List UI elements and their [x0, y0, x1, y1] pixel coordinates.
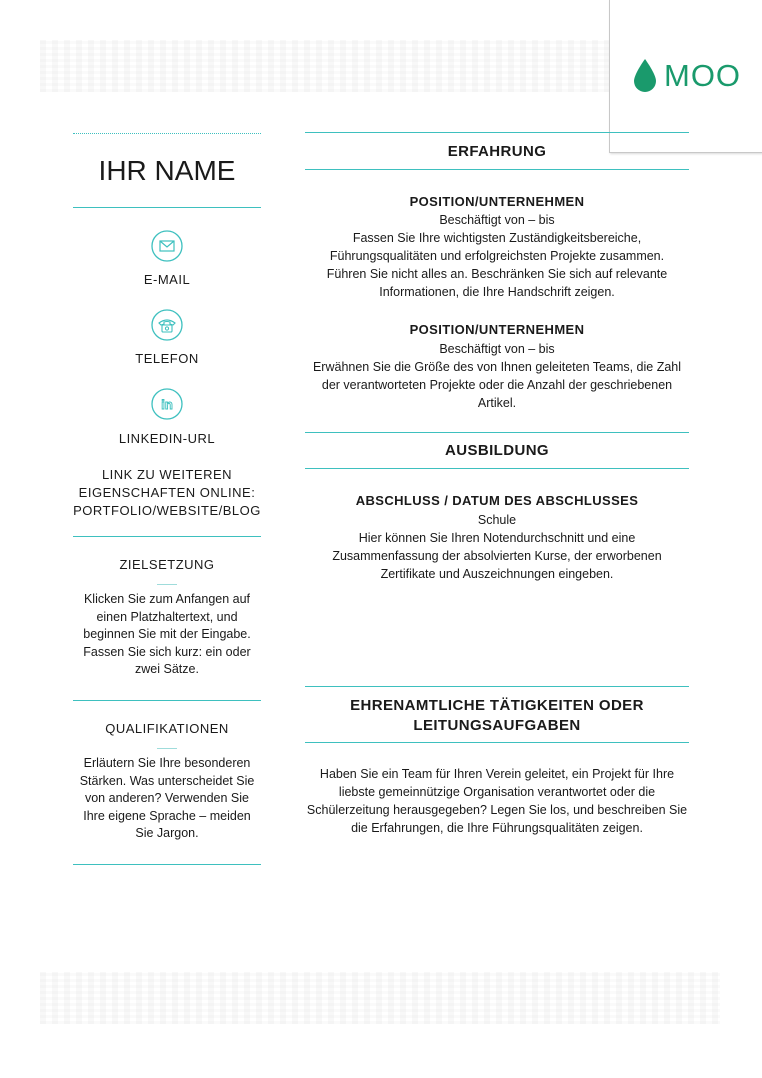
education-text: Hier können Sie Ihren Notendurchschnitt und eine Zusammenfassung der absolvierten Kurse, der erworbenen Zertifikate und Auszeichnungen eingeben.	[332, 531, 662, 581]
qualifications-text: Erläutern Sie Ihre besonderen Stärken. Was unterscheidet Sie von anderen? Verwenden Sie Ihre eigene Sprache – meiden Sie Jargon.	[79, 756, 255, 840]
email-icon	[151, 230, 183, 262]
linkedin-icon	[151, 388, 183, 420]
objective-text: Klicken Sie zum Anfangen auf einen Platzhaltertext, und beginnen Sie mit der Eingabe. Fassen Sie sich kurz: ein oder zwei Sätze.	[83, 592, 251, 676]
qualifications-underline	[157, 748, 177, 749]
education-heading: ABSCHLUSS / DATUM DES ABSCHLUSSES	[355, 493, 639, 508]
email-label: E-MAIL	[143, 272, 191, 287]
logo-text: MOO	[664, 58, 742, 93]
experience-2-dates: Beschäftigt von – bis	[439, 342, 555, 356]
drop-icon	[632, 58, 658, 94]
svg-text:in: in	[161, 397, 173, 412]
sidebar-divider	[73, 700, 261, 701]
experience-title: ERFAHRUNG	[447, 143, 547, 160]
qualifications-title: QUALIFIKATIONEN	[105, 721, 229, 736]
experience-1-text: Fassen Sie Ihre wichtigsten Zuständigkeitsbereiche, Führungsqualitäten und erfolgreichsten Projekte zusammen. Führen Sie nicht alles an. Beschränken Sie sich auf relevante Informationen, die Ihre Handschrift zeigen.	[326, 231, 668, 299]
experience-1-dates: Beschäftigt von – bis	[439, 213, 555, 227]
section-rule	[305, 169, 689, 170]
sidebar-divider	[73, 207, 261, 208]
volunteer-title: EHRENAMTLICHE TÄTIGKEITEN ODER LEITUNGSAUFGABEN	[350, 697, 644, 734]
experience-2-text: Erwähnen Sie die Größe des von Ihnen geleiteten Teams, die Zahl der verantworteten Projekte oder die Anzahl der geschriebenen Artikel.	[312, 360, 682, 410]
volunteer-text: Haben Sie ein Team für Ihren Verein geleitet, ein Projekt für Ihre liebste gemeinnützige Organisation verantwortet oder die Schülerzeitung herausgegeben? Legen Sie los, und beschreiben Sie die Erfahrungen, die Ihre Führungsqualitäten zeigen.	[306, 767, 688, 835]
watermark-bottom	[40, 972, 720, 1024]
phone-icon	[151, 309, 183, 341]
experience-2-heading: POSITION/UNTERNEHMEN	[409, 322, 585, 337]
objective-underline	[157, 584, 177, 585]
section-rule	[305, 132, 689, 133]
section-rule	[305, 686, 689, 687]
education-title: AUSBILDUNG	[445, 442, 549, 459]
section-rule	[305, 468, 689, 469]
experience-1-heading: POSITION/UNTERNEHMEN	[409, 194, 585, 209]
section-rule	[305, 432, 689, 433]
sidebar-divider	[73, 536, 261, 537]
phone-label: TELEFON	[135, 351, 199, 366]
linkedin-label: LINKEDIN-URL	[118, 431, 216, 446]
online-links: LINK ZU WEITEREN EIGENSCHAFTEN ONLINE: PORTFOLIO/WEBSITE/BLOG	[73, 467, 261, 518]
sidebar-divider	[73, 133, 261, 134]
education-school: Schule	[477, 513, 517, 527]
sidebar-divider	[73, 864, 261, 865]
logo-card	[609, 0, 762, 153]
objective-title: ZIELSETZUNG	[119, 557, 215, 572]
section-rule	[305, 742, 689, 743]
candidate-name: IHR NAME	[98, 155, 236, 186]
